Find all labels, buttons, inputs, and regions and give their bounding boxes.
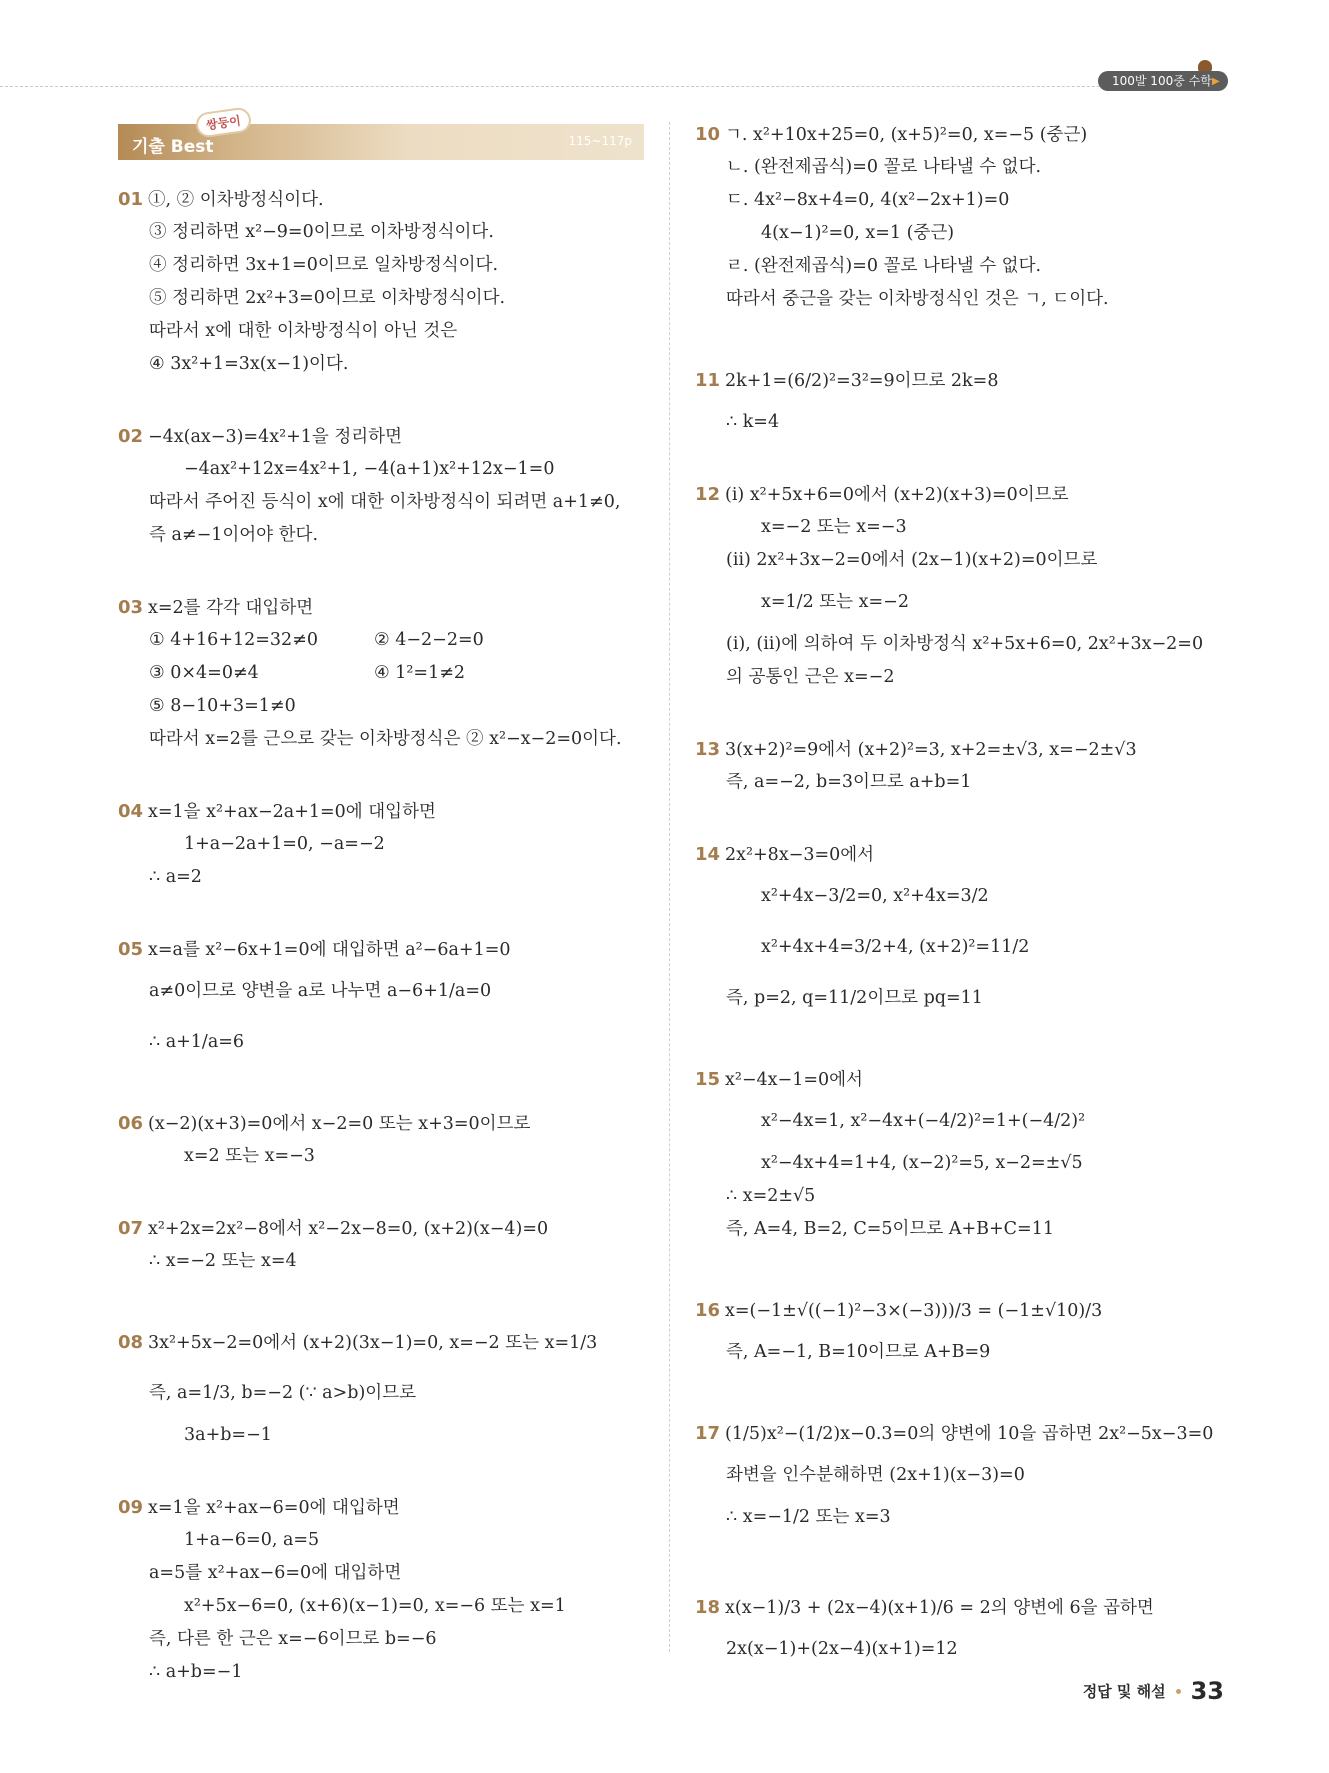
solution-line: 2x²+8x−3=0에서 — [725, 845, 875, 865]
solution-line: 따라서 x=2를 근으로 갖는 이차방정식은 ② x²−x−2=0이다. — [149, 729, 622, 749]
solution-line: a=5를 x²+ax−6=0에 대입하면 — [149, 1563, 402, 1583]
solution-13 — [695, 733, 1235, 799]
section-badge: 쌍둥이 — [195, 106, 253, 138]
solution-line: ∴ a=2 — [149, 867, 202, 887]
problem-number: 10 — [695, 124, 721, 145]
solution-line: x=(−1±√((−1)²−3×(−3)))/3 = (−1±√10)/3 — [725, 1301, 1103, 1321]
solution-line: a≠0이므로 양변을 a로 나누면 a−6+1/a=0 — [149, 981, 492, 1001]
solution-line: 좌변을 인수분해하면 (2x+1)(x−3)=0 — [726, 1465, 1025, 1485]
page-footer — [1083, 1677, 1224, 1705]
solution-line: 즉 a≠−1이어야 한다. — [149, 525, 319, 545]
solution-line: 따라서 x에 대한 이차방정식이 아닌 것은 — [149, 321, 458, 341]
problem-number: 15 — [695, 1069, 721, 1090]
solution-line: −4x(ax−3)=4x²+1을 정리하면 — [148, 427, 402, 447]
solution-line: 의 공통인 근은 x=−2 — [726, 667, 895, 687]
solution-10 — [695, 118, 1235, 316]
solution-line: ④ 1²=1≠2 — [374, 663, 465, 683]
bullet-dot-icon — [1176, 1689, 1181, 1694]
solution-line: ①, ② 이차방정식이다. — [148, 190, 324, 210]
right-column — [695, 118, 1235, 1705]
section-title: 기출 Best — [132, 137, 214, 157]
problem-number: 06 — [118, 1113, 144, 1134]
solution-line: 2x(x−1)+(2x−4)(x+1)=12 — [726, 1639, 958, 1659]
solution-02 — [118, 420, 678, 552]
problem-number: 02 — [118, 426, 144, 447]
solution-line: ∴ a+b=−1 — [149, 1662, 243, 1682]
solution-line: x²+4x+4=3/2+4, (x+2)²=11/2 — [761, 937, 1030, 957]
solution-line: x²−4x−1=0에서 — [725, 1070, 863, 1090]
solution-line: 즉, a=−2, b=3이므로 a+b=1 — [726, 772, 972, 792]
solution-18 — [695, 1582, 1235, 1666]
solution-12 — [695, 478, 1235, 694]
solution-line: ∴ x=−1/2 또는 x=3 — [726, 1507, 891, 1527]
solution-line: ∴ x=2±√5 — [726, 1186, 816, 1206]
solution-line: (ⅰ) x²+5x+6=0에서 (x+2)(x+3)=0이므로 — [725, 485, 1069, 505]
solution-line: x²−4x=1, x²−4x+(−4/2)²=1+(−4/2)² — [761, 1111, 1086, 1131]
solution-line: (1/5)x²−(1/2)x−0.3=0의 양변에 10을 곱하면 2x²−5x−3=0 — [725, 1424, 1214, 1444]
problem-number: 17 — [695, 1423, 721, 1444]
problem-number: 01 — [118, 189, 144, 210]
solution-01 — [118, 183, 678, 381]
solution-06 — [118, 1107, 678, 1173]
section-banner — [118, 113, 644, 160]
solution-line: x(x−1)/3 + (2x−4)(x+1)/6 = 2의 양변에 6을 곱하면 — [725, 1598, 1154, 1618]
problem-number: 18 — [695, 1597, 721, 1618]
solution-line: x²+5x−6=0, (x+6)(x−1)=0, x=−6 또는 x=1 — [184, 1596, 566, 1616]
solution-11 — [695, 355, 1235, 439]
solution-07 — [118, 1212, 678, 1278]
solution-line: (ⅱ) 2x²+3x−2=0에서 (2x−1)(x+2)=0이므로 — [726, 550, 1098, 570]
triangle-right-icon: ▶ — [1212, 76, 1220, 87]
solution-line: ④ 3x²+1=3x(x−1)이다. — [149, 354, 349, 374]
problem-number: 03 — [118, 597, 144, 618]
solution-line: ② 4−2−2=0 — [374, 630, 484, 650]
solution-line: x=a를 x²−6x+1=0에 대입하면 a²−6a+1=0 — [148, 940, 511, 960]
solution-line: 따라서 중근을 갖는 이차방정식인 것은 ㄱ, ㄷ이다. — [726, 289, 1109, 309]
solution-line: ㄷ. 4x²−8x+4=0, 4(x²−2x+1)=0 — [726, 190, 1010, 210]
section-pages: 115~117p — [568, 134, 632, 148]
solution-line: 즉, A=−1, B=10이므로 A+B=9 — [726, 1342, 991, 1362]
solution-17 — [695, 1408, 1235, 1543]
solution-line: 즉, 다른 한 근은 x=−6이므로 b=−6 — [149, 1629, 437, 1649]
solution-09 — [118, 1491, 678, 1689]
problem-number: 11 — [695, 370, 721, 391]
solution-line: ③ 0×4=0≠4 — [149, 663, 259, 683]
page-number: 33 — [1190, 1677, 1224, 1705]
solution-line: ∴ x=−2 또는 x=4 — [149, 1251, 297, 1271]
header-rule — [0, 86, 1200, 87]
solution-line: x²−4x+4=1+4, (x−2)²=5, x−2=±√5 — [761, 1153, 1083, 1173]
series-label: 100발 100중 수학 — [1098, 71, 1228, 91]
solution-line: ㄹ. (완전제곱식)=0 꼴로 나타낼 수 없다. — [726, 256, 1042, 276]
solution-05 — [118, 933, 678, 1068]
solution-line: 즉, p=2, q=11/2이므로 pq=11 — [726, 988, 983, 1008]
solution-line: x=1을 x²+ax−2a+1=0에 대입하면 — [148, 802, 436, 822]
problem-number: 04 — [118, 801, 144, 822]
solution-03 — [118, 591, 678, 756]
solution-line: ㄴ. (완전제곱식)=0 꼴로 나타낼 수 없다. — [726, 157, 1042, 177]
solution-16 — [695, 1285, 1235, 1369]
solution-line: ∴ a+1/a=6 — [149, 1032, 245, 1052]
solution-line: x²+2x=2x²−8에서 x²−2x−8=0, (x+2)(x−4)=0 — [148, 1219, 549, 1239]
solution-line: 3a+b=−1 — [184, 1425, 272, 1445]
footer-label: 정답 및 해설 — [1082, 1682, 1166, 1701]
solution-line: ① 4+16+12=32≠0 — [149, 630, 318, 650]
problem-number: 05 — [118, 939, 144, 960]
solution-line: x=2를 각각 대입하면 — [148, 598, 314, 618]
solution-line: ㄱ. x²+10x+25=0, (x+5)²=0, x=−5 (중근) — [725, 125, 1088, 145]
solution-line: x=1을 x²+ax−6=0에 대입하면 — [148, 1498, 400, 1518]
solution-line: ∴ k=4 — [726, 412, 780, 432]
solution-line: ④ 정리하면 3x+1=0이므로 일차방정식이다. — [149, 255, 499, 275]
solution-15 — [695, 1063, 1235, 1246]
solution-line: ⑤ 정리하면 2x²+3=0이므로 이차방정식이다. — [149, 288, 506, 308]
problem-number: 14 — [695, 844, 721, 865]
problem-number: 13 — [695, 739, 721, 760]
solution-line: ③ 정리하면 x²−9=0이므로 이차방정식이다. — [149, 222, 494, 242]
problem-number: 09 — [118, 1497, 144, 1518]
solution-line: 1+a−2a+1=0, −a=−2 — [184, 834, 385, 854]
solution-line: −4ax²+12x=4x²+1, −4(a+1)x²+12x−1=0 — [184, 459, 555, 479]
solution-line: x=2 또는 x=−3 — [184, 1146, 315, 1166]
solution-08 — [118, 1317, 678, 1452]
solution-line: 즉, A=4, B=2, C=5이므로 A+B+C=11 — [726, 1219, 1054, 1239]
solution-line: x=1/2 또는 x=−2 — [761, 592, 909, 612]
solution-line: 3x²+5x−2=0에서 (x+2)(3x−1)=0, x=−2 또는 x=1/3 — [148, 1333, 598, 1353]
solution-line: 3(x+2)²=9에서 (x+2)²=3, x+2=±√3, x=−2±√3 — [725, 740, 1137, 760]
solution-line: x=−2 또는 x=−3 — [761, 517, 907, 537]
solution-line: (x−2)(x+3)=0에서 x−2=0 또는 x+3=0이므로 — [148, 1114, 531, 1134]
solution-line: 따라서 주어진 등식이 x에 대한 이차방정식이 되려면 a+1≠0, — [149, 492, 621, 512]
problem-number: 12 — [695, 484, 721, 505]
solution-line: ⑤ 8−10+3=1≠0 — [149, 696, 296, 716]
problem-number: 08 — [118, 1332, 144, 1353]
solution-line: x²+4x−3/2=0, x²+4x=3/2 — [761, 886, 989, 906]
solution-line: 즉, a=1/3, b=−2 (∵ a>b)이므로 — [149, 1383, 417, 1403]
problem-number: 16 — [695, 1300, 721, 1321]
solution-line: 2k+1=(6/2)²=3²=9이므로 2k=8 — [725, 371, 999, 391]
solution-line: 1+a−6=0, a=5 — [184, 1530, 320, 1550]
solution-04 — [118, 795, 678, 894]
solution-14 — [695, 838, 1235, 1024]
solution-line: (ⅰ), (ⅱ)에 의하여 두 이차방정식 x²+5x+6=0, 2x²+3x−2=0 — [726, 634, 1204, 654]
problem-number: 07 — [118, 1218, 144, 1239]
solution-line: 4(x−1)²=0, x=1 (중근) — [761, 223, 955, 243]
left-column — [118, 183, 678, 1728]
